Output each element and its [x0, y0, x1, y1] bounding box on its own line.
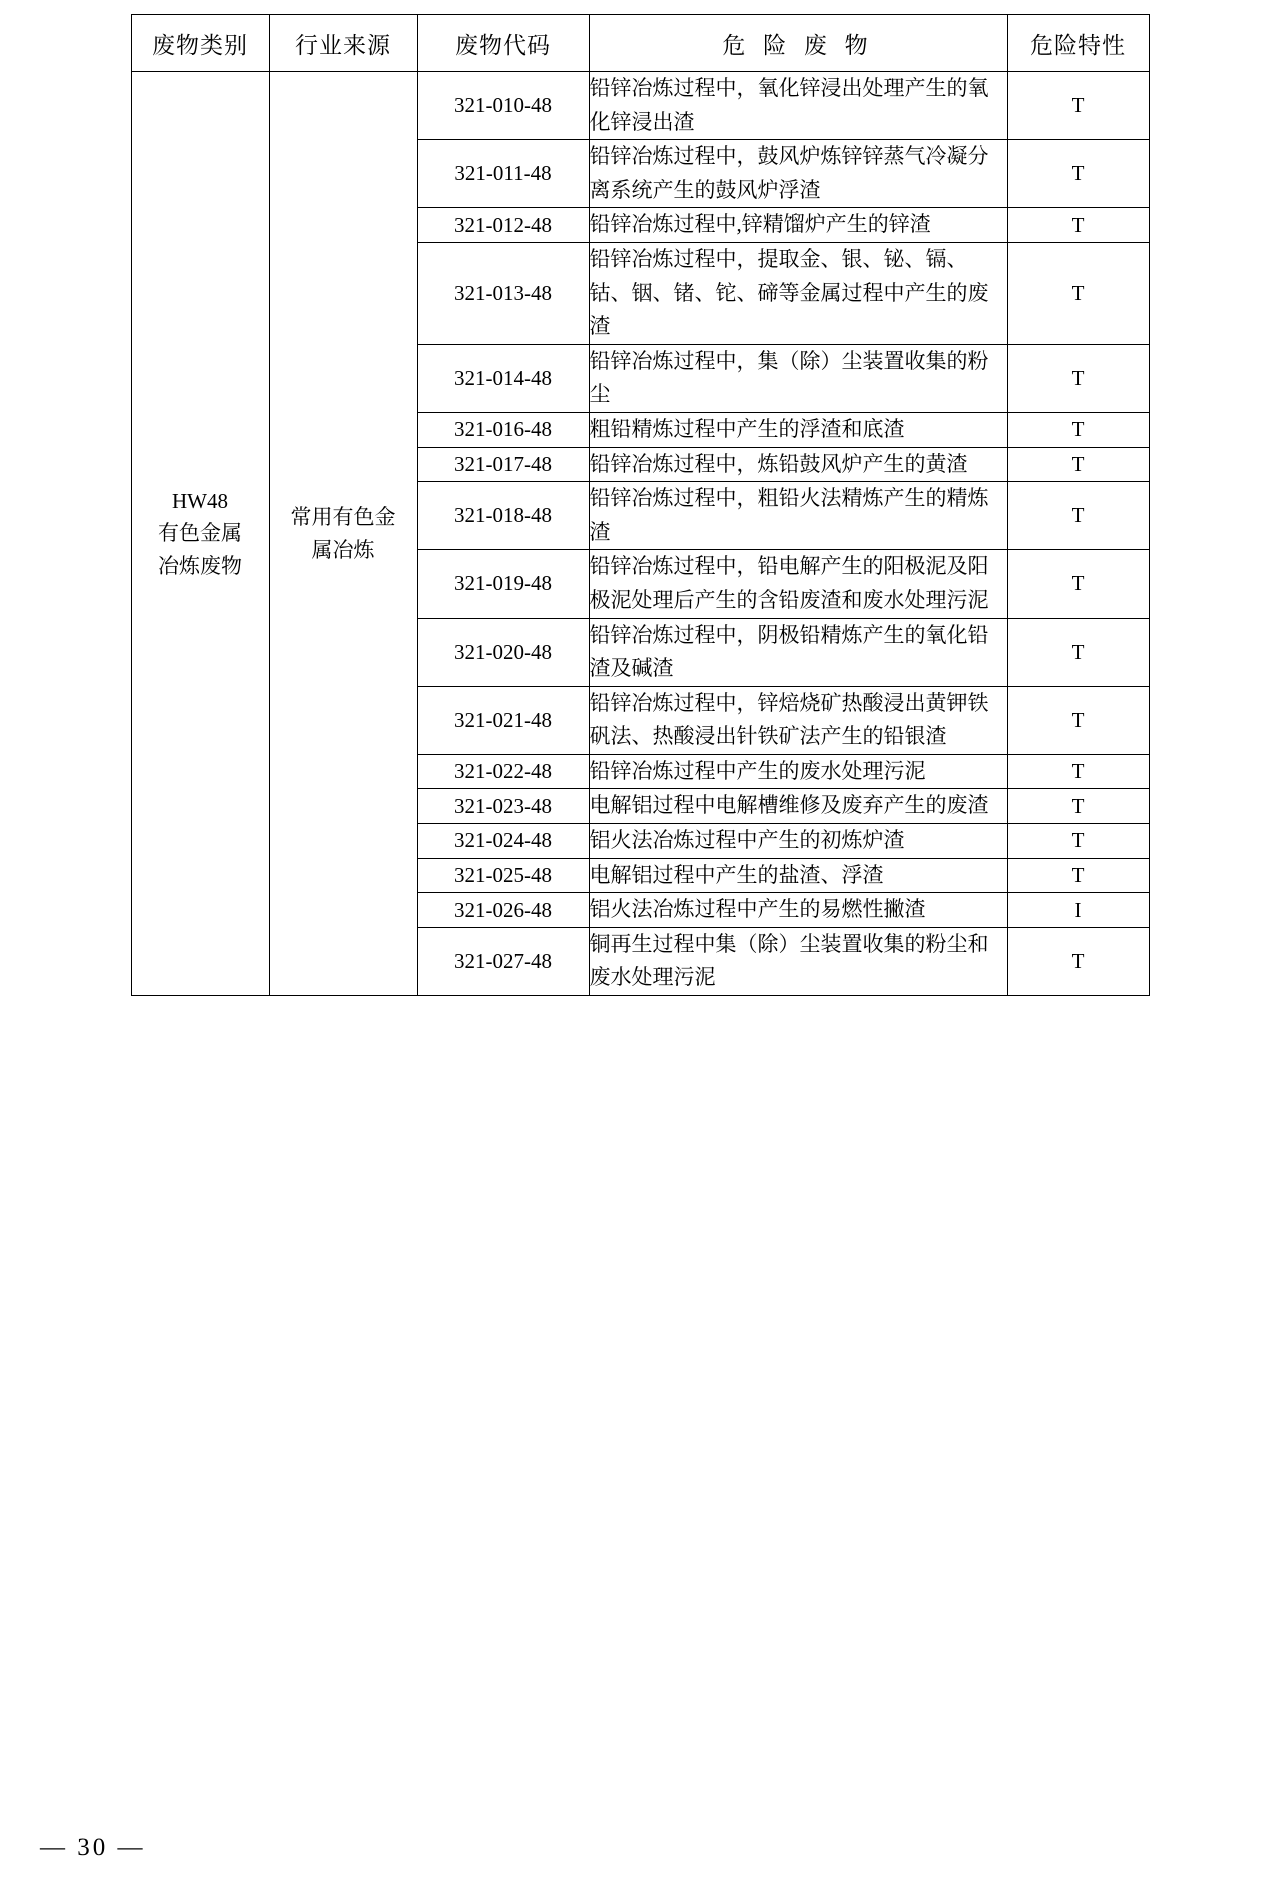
hazard-property: T: [1007, 550, 1149, 618]
hazard-property: T: [1007, 412, 1149, 447]
waste-code: 321-026-48: [417, 893, 589, 928]
hazard-property: T: [1007, 72, 1149, 140]
column-header-waste: 危 险 废 物: [589, 15, 1007, 72]
hazard-property: T: [1007, 447, 1149, 482]
waste-code: 321-018-48: [417, 482, 589, 550]
hazard-property: T: [1007, 242, 1149, 344]
waste-code: 321-019-48: [417, 550, 589, 618]
waste-description: 铅锌冶炼过程中,锌精馏炉产生的锌渣: [589, 208, 1007, 243]
hazard-property: T: [1007, 858, 1149, 893]
table-header: [131, 15, 1149, 72]
hazard-property: T: [1007, 482, 1149, 550]
column-header-code: 废物代码: [417, 15, 589, 72]
column-header-category: 废物类别: [131, 15, 269, 72]
waste-description: 铅锌冶炼过程中产生的废水处理污泥: [589, 754, 1007, 789]
waste-description: 铅锌冶炼过程中，鼓风炉炼锌锌蒸气冷凝分离系统产生的鼓风炉浮渣: [589, 140, 1007, 208]
waste-description: 铅锌冶炼过程中，铅电解产生的阳极泥及阳极泥处理后产生的含铅废渣和废水处理污泥: [589, 550, 1007, 618]
waste-code: 321-013-48: [417, 242, 589, 344]
hazard-property: T: [1007, 824, 1149, 859]
waste-category-cell: [131, 72, 269, 996]
waste-description: 铅锌冶炼过程中，炼铅鼓风炉产生的黄渣: [589, 447, 1007, 482]
hazard-property: T: [1007, 789, 1149, 824]
waste-code: 321-011-48: [417, 140, 589, 208]
waste-category-line-2: 有色金属: [158, 521, 242, 546]
table-header-row: [131, 15, 1149, 72]
waste-code: 321-027-48: [417, 927, 589, 995]
industry-source-line-2: 属冶炼: [311, 537, 375, 562]
waste-code: 321-014-48: [417, 344, 589, 412]
hazard-property: T: [1007, 344, 1149, 412]
hazard-property: T: [1007, 927, 1149, 995]
waste-description: 铅锌冶炼过程中，集（除）尘装置收集的粉尘: [589, 344, 1007, 412]
waste-description: 粗铅精炼过程中产生的浮渣和底渣: [589, 412, 1007, 447]
waste-code: 321-017-48: [417, 447, 589, 482]
waste-code: 321-012-48: [417, 208, 589, 243]
hazard-property: T: [1007, 140, 1149, 208]
waste-description: 铝火法冶炼过程中产生的易燃性撇渣: [589, 893, 1007, 928]
hazard-property: T: [1007, 686, 1149, 754]
waste-description: 铅锌冶炼过程中，氧化锌浸出处理产生的氧化锌浸出渣: [589, 72, 1007, 140]
waste-code: 321-021-48: [417, 686, 589, 754]
waste-code: 321-023-48: [417, 789, 589, 824]
waste-description: 铝火法冶炼过程中产生的初炼炉渣: [589, 824, 1007, 859]
page-number: — 30 —: [40, 1834, 146, 1861]
hazard-property: T: [1007, 618, 1149, 686]
column-header-industry: 行业来源: [269, 15, 417, 72]
waste-description: 铜再生过程中集（除）尘装置收集的粉尘和废水处理污泥: [589, 927, 1007, 995]
column-header-hazard: 危险特性: [1007, 15, 1149, 72]
waste-code: 321-010-48: [417, 72, 589, 140]
waste-category-line-1: HW48: [172, 488, 228, 513]
waste-code: 321-020-48: [417, 618, 589, 686]
waste-description: 铅锌冶炼过程中，锌焙烧矿热酸浸出黄钾铁矾法、热酸浸出针铁矿法产生的铅银渣: [589, 686, 1007, 754]
waste-description: 铅锌冶炼过程中，阴极铅精炼产生的氧化铅渣及碱渣: [589, 618, 1007, 686]
table-row: [131, 72, 1149, 140]
industry-source-line-1: 常用有色金: [290, 504, 396, 529]
waste-description: 铅锌冶炼过程中，提取金、银、铋、镉、钴、铟、锗、铊、碲等金属过程中产生的废渣: [589, 242, 1007, 344]
waste-code: 321-016-48: [417, 412, 589, 447]
hazard-property: T: [1007, 754, 1149, 789]
waste-description: 电解铝过程中产生的盐渣、浮渣: [589, 858, 1007, 893]
waste-code: 321-022-48: [417, 754, 589, 789]
waste-description: 电解铝过程中电解槽维修及废弃产生的废渣: [589, 789, 1007, 824]
waste-code: 321-025-48: [417, 858, 589, 893]
waste-category-line-3: 冶炼废物: [158, 553, 242, 578]
waste-description: 铅锌冶炼过程中，粗铅火法精炼产生的精炼渣: [589, 482, 1007, 550]
hazard-property: I: [1007, 893, 1149, 928]
waste-code: 321-024-48: [417, 824, 589, 859]
table-body: [131, 72, 1149, 996]
page-footer: [0, 1834, 1280, 1862]
industry-source-cell: [269, 72, 417, 996]
hazardous-waste-table: [131, 14, 1150, 996]
hazard-property: T: [1007, 208, 1149, 243]
